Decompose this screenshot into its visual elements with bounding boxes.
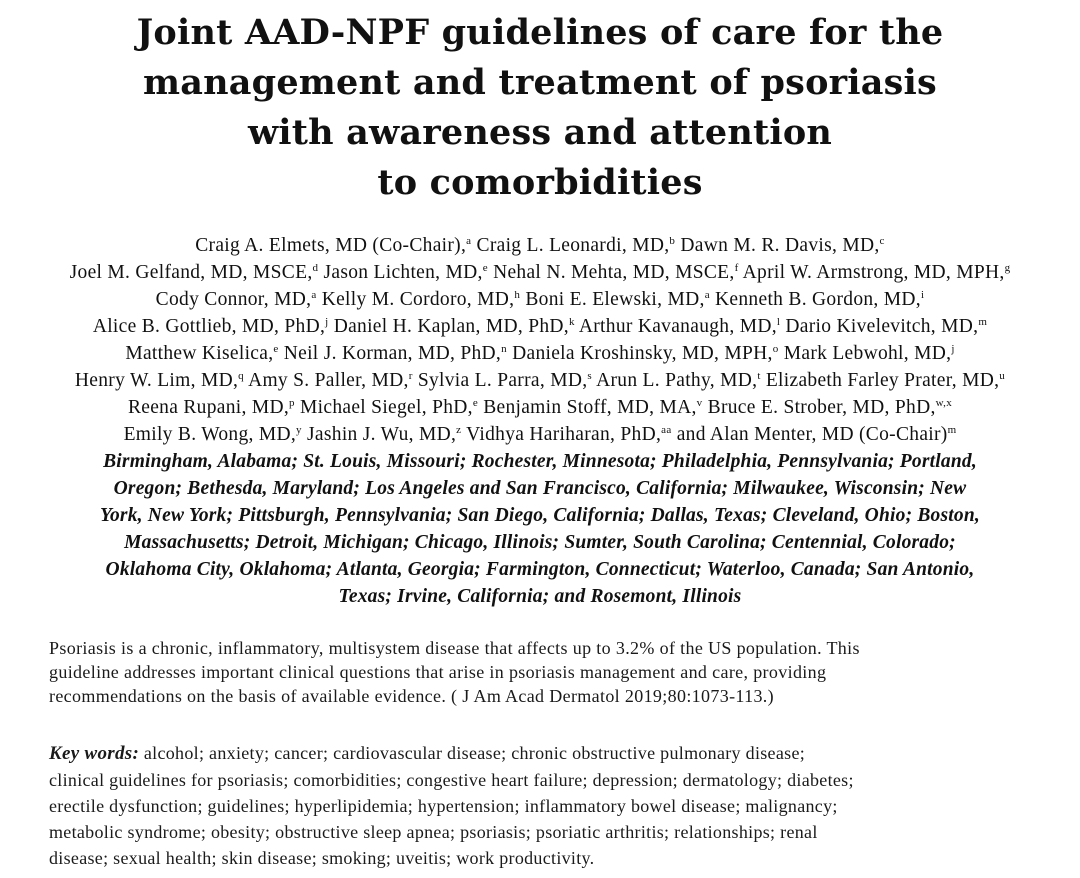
location-line: Oregon; Bethesda, Maryland; Los Angeles and San Francisco, California; Milwaukee, Wisconsin; New: [113, 478, 967, 499]
author-name: Craig L. Leonardi, MD,: [471, 235, 670, 256]
author-name: Arthur Kavanaugh, MD,: [574, 316, 777, 337]
affiliation-superscript: e: [482, 262, 488, 274]
keywords-label: Key words:: [49, 743, 140, 764]
article-title: [0, 8, 1080, 208]
affiliation-superscript: z: [456, 424, 462, 436]
affiliation-superscript: e: [273, 343, 279, 355]
author-name: April W. Armstrong, MD, MPH,: [738, 262, 1005, 283]
author-line: [0, 340, 1080, 367]
author-name: Reena Rupani, MD,: [127, 397, 290, 418]
author-name: Jason Lichten, MD,: [318, 262, 483, 283]
author-name: Daniel H. Kaplan, MD, PhD,: [328, 316, 569, 337]
author-name: Arun L. Pathy, MD,: [592, 370, 758, 391]
author-name: Amy S. Paller, MD,: [243, 370, 409, 391]
affiliation-superscript: r: [408, 370, 413, 382]
author-line: [0, 313, 1080, 340]
affiliation-superscript: w,x: [935, 397, 953, 409]
author-name: Emily B. Wong, MD,: [123, 424, 297, 445]
affiliation-superscript: f: [734, 262, 739, 274]
author-line: [0, 394, 1080, 421]
affiliation-superscript: a: [466, 235, 472, 247]
author-name: Cody Connor, MD,: [155, 289, 312, 310]
affiliation-superscript: m: [947, 424, 957, 436]
title-line: Joint AAD-NPF guidelines of care for the: [136, 12, 944, 53]
affiliation-superscript: p: [289, 397, 295, 409]
author-name: Vidhya Hariharan, PhD,: [461, 424, 662, 445]
author-name: Jashin J. Wu, MD,: [301, 424, 457, 445]
author-name: Elizabeth Farley Prater, MD,: [760, 370, 1000, 391]
author-name: Boni E. Elewski, MD,: [520, 289, 705, 310]
author-name: Matthew Kiselica,: [125, 343, 274, 364]
affiliation-superscript: o: [772, 343, 779, 355]
keywords-line: metabolic syndrome; obesity; obstructive sleep apnea; psoriasis; psoriatic arthritis; relationships; renal: [49, 822, 818, 842]
title-line: to comorbidities: [377, 162, 703, 203]
affiliation-superscript: j: [951, 343, 955, 355]
affiliation-superscript: b: [669, 235, 676, 247]
author-name: Sylvia L. Parra, MD,: [412, 370, 588, 391]
affiliation-superscript: v: [696, 397, 703, 409]
author-name: Daniela Kroshinsky, MD, MPH,: [506, 343, 773, 364]
abstract: [49, 636, 1024, 708]
affiliation-superscript: s: [587, 370, 592, 382]
author-name: Joel M. Gelfand, MD, MSCE,: [69, 262, 313, 283]
location-line: Texas; Irvine, California; and Rosemont, Illinois: [338, 586, 742, 607]
location-line: Birmingham, Alabama; St. Louis, Missouri; Rochester, Minnesota; Philadelphia, Pennsylvania; Portland,: [103, 451, 977, 472]
title-line: management and treatment of psoriasis: [143, 62, 937, 103]
author-name: Dario Kivelevitch, MD,: [780, 316, 979, 337]
affiliation-superscript: a: [311, 289, 317, 301]
title-line: with awareness and attention: [247, 112, 833, 153]
affiliation-superscript: c: [879, 235, 885, 247]
author-name: and Alan Menter, MD (Co-Chair): [671, 424, 948, 445]
affiliation-superscript: l: [776, 316, 781, 328]
author-line: [0, 232, 1080, 259]
affiliation-superscript: aa: [661, 424, 672, 436]
affiliation-superscript: t: [757, 370, 761, 382]
affiliation-superscript: u: [999, 370, 1006, 382]
affiliation-superscript: g: [1004, 262, 1011, 274]
author-list: [0, 232, 1080, 448]
author-name: Craig A. Elmets, MD (Co-Chair),: [195, 235, 467, 256]
affiliation-locations: [0, 448, 1080, 610]
abstract-line: guideline addresses important clinical questions that arise in psoriasis management and care, providing: [49, 662, 827, 682]
keywords-line: disease; sexual health; skin disease; smoking; uveitis; work productivity.: [49, 848, 595, 868]
location-line: Massachusetts; Detroit, Michigan; Chicago, Illinois; Sumter, South Carolina; Centennial, Colorado;: [124, 532, 956, 553]
author-name: Dawn M. R. Davis, MD,: [675, 235, 880, 256]
keywords-section: [49, 740, 1039, 871]
author-line: [0, 259, 1080, 286]
author-name: Kelly M. Cordoro, MD,: [316, 289, 515, 310]
author-name: Benjamin Stoff, MD, MA,: [478, 397, 697, 418]
location-line: Oklahoma City, Oklahoma; Atlanta, Georgia; Farmington, Connecticut; Waterloo, Canada; San Antonio,: [105, 559, 975, 580]
affiliation-superscript: h: [514, 289, 521, 301]
keywords-line: clinical guidelines for psoriasis; comorbidities; congestive heart failure; depression; dermatology; diabetes;: [49, 770, 854, 790]
author-name: Alice B. Gottlieb, MD, PhD,: [92, 316, 326, 337]
affiliation-superscript: d: [312, 262, 319, 274]
author-line: [0, 286, 1080, 313]
author-name: Kenneth B. Gordon, MD,: [709, 289, 921, 310]
affiliation-superscript: a: [704, 289, 710, 301]
author-name: Henry W. Lim, MD,: [74, 370, 239, 391]
affiliation-superscript: y: [296, 424, 302, 436]
abstract-line: Psoriasis is a chronic, inflammatory, multisystem disease that affects up to 3.2% of the US population. This: [49, 638, 860, 658]
abstract-line: recommendations on the basis of available evidence. ( J Am Acad Dermatol 2019;80:1073-113.): [49, 686, 774, 706]
author-name: Mark Lebwohl, MD,: [778, 343, 952, 364]
affiliation-superscript: j: [325, 316, 329, 328]
author-line: [0, 421, 1080, 448]
keywords-line: erectile dysfunction; guidelines; hyperlipidemia; hypertension; inflammatory bowel disease; malignancy;: [49, 796, 838, 816]
author-name: Michael Siegel, PhD,: [294, 397, 473, 418]
affiliation-superscript: n: [501, 343, 507, 355]
keywords-line: [49, 740, 1039, 767]
author-name: Neil J. Korman, MD, PhD,: [278, 343, 502, 364]
author-name: Nehal N. Mehta, MD, MSCE,: [487, 262, 735, 283]
author-name: Bruce E. Strober, MD, PhD,: [702, 397, 936, 418]
keywords-text: alcohol; anxiety; cancer; cardiovascular disease; chronic obstructive pulmonary disease;: [139, 743, 806, 763]
location-line: York, New York; Pittsburgh, Pennsylvania; San Diego, California; Dallas, Texas; Cleveland, Ohio; Boston,: [100, 505, 980, 526]
affiliation-superscript: q: [238, 370, 244, 382]
author-line: [0, 367, 1080, 394]
affiliation-superscript: k: [568, 316, 575, 328]
affiliation-superscript: i: [920, 289, 925, 301]
affiliation-superscript: m: [978, 316, 988, 328]
affiliation-superscript: e: [472, 397, 479, 409]
